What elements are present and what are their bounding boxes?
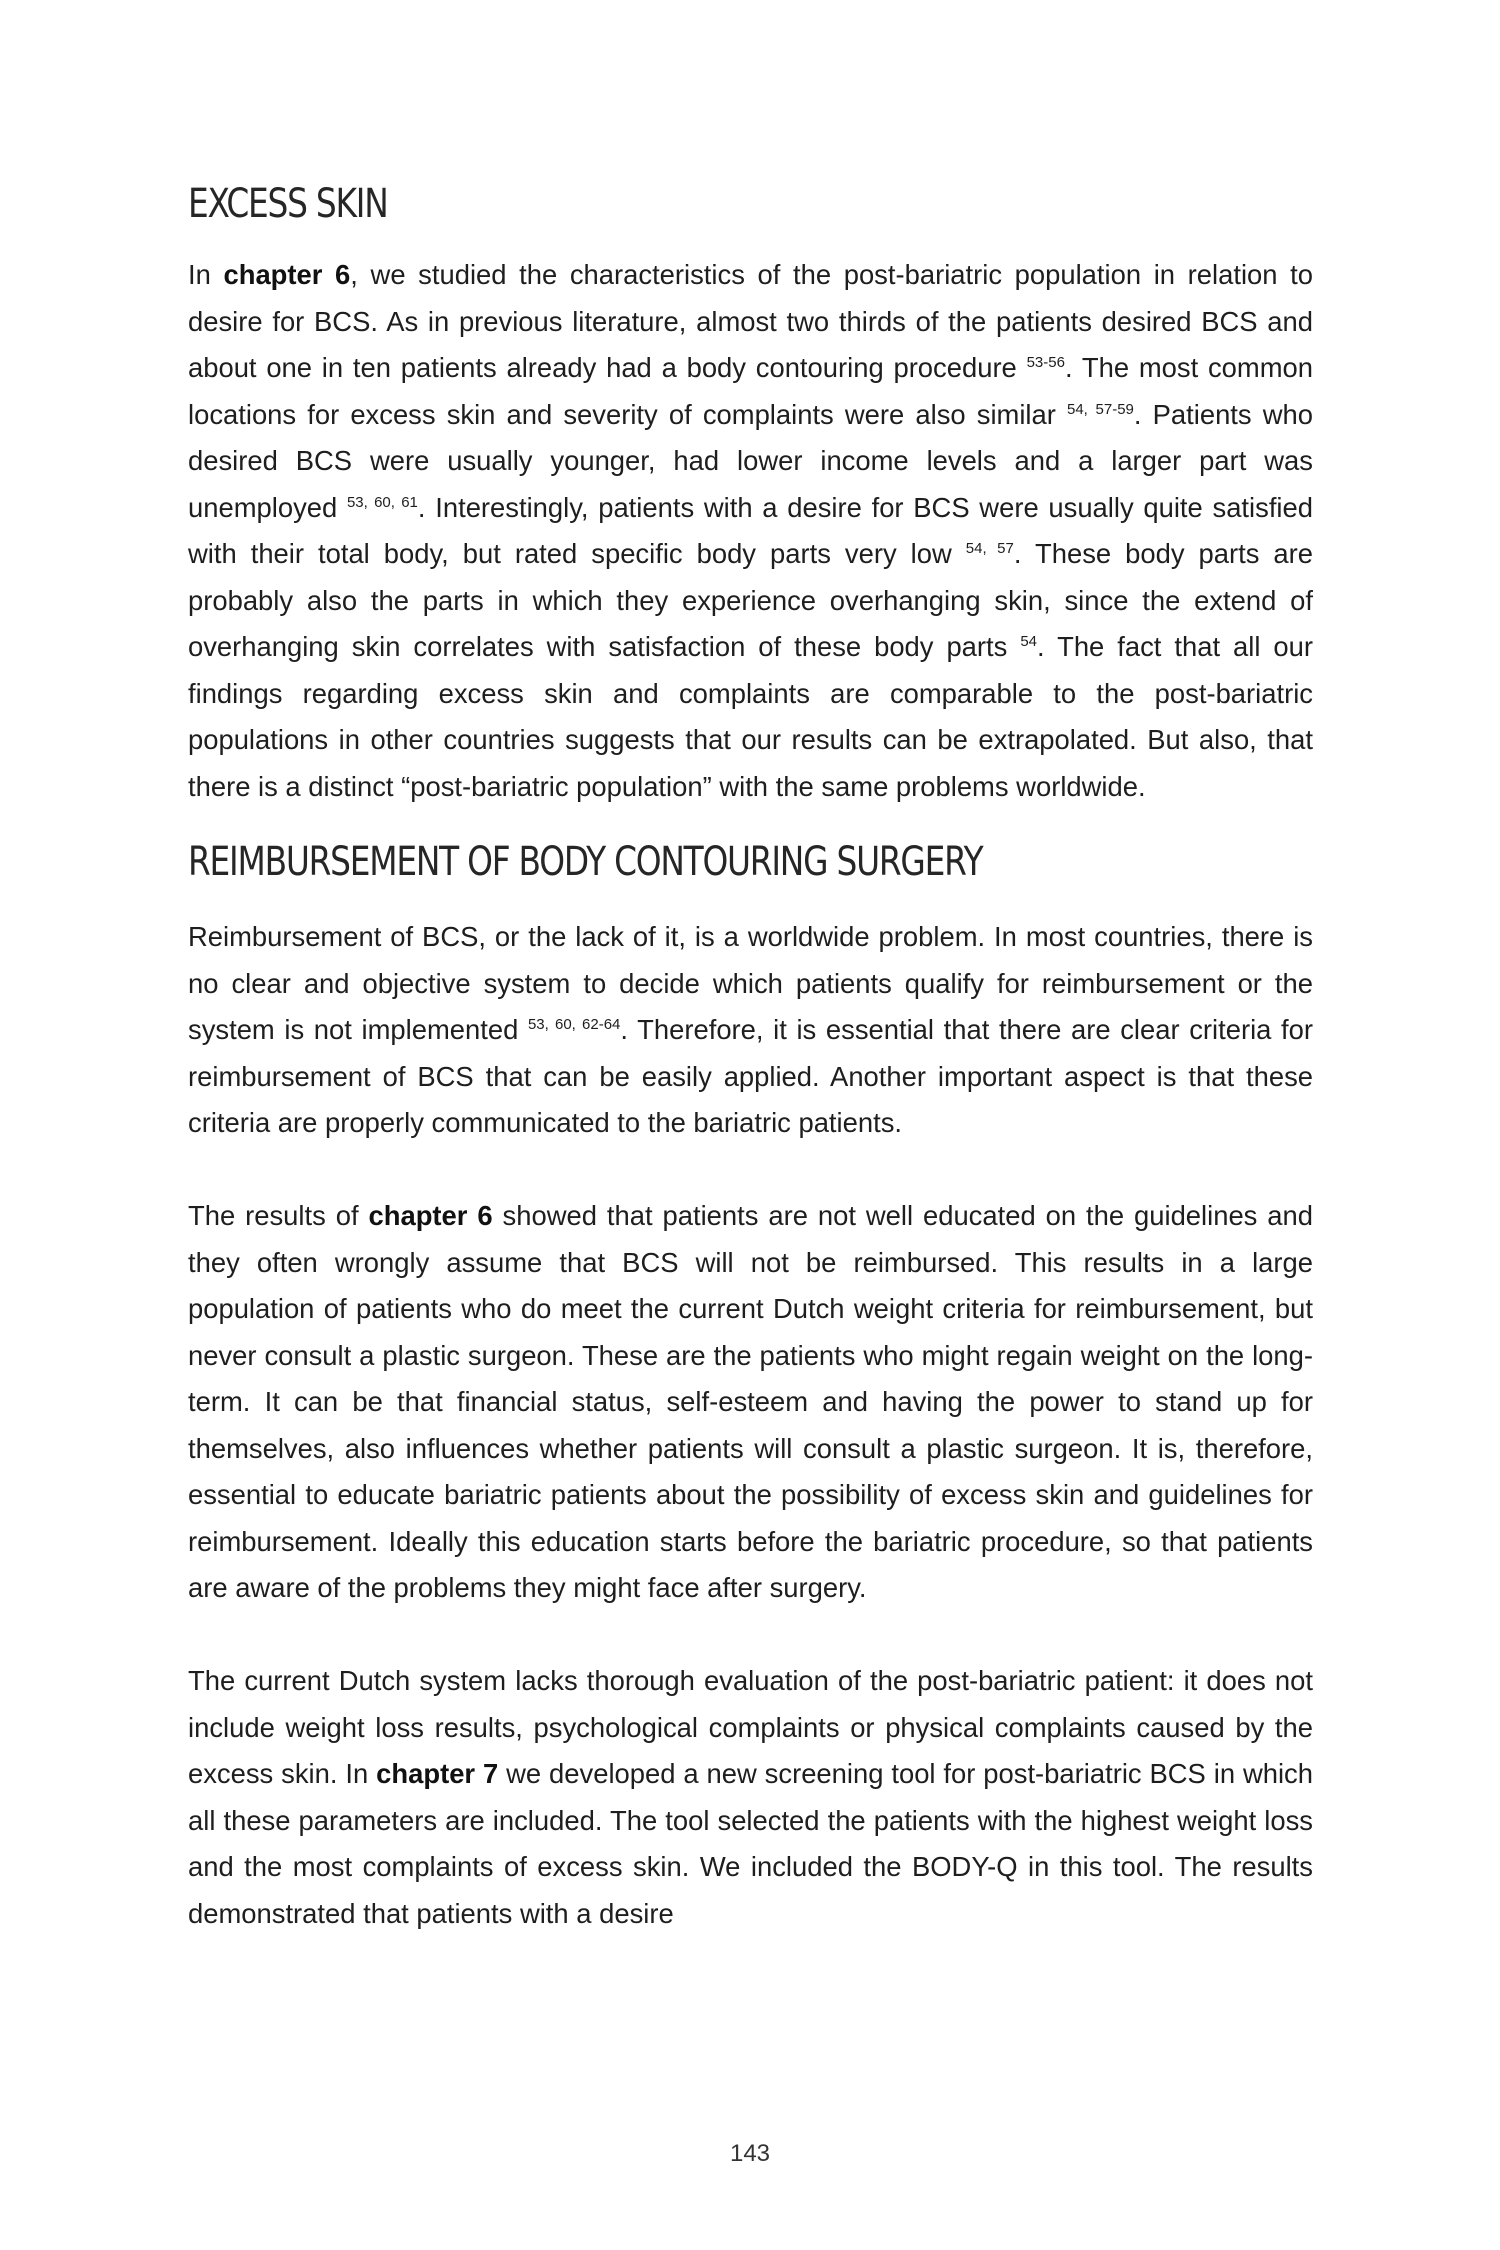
text-run: . Patients who desired BCS were usually younger, had lower income levels and a larger part was unemployed xyxy=(188,398,1313,523)
text-run: In xyxy=(188,259,224,290)
text-run: The current Dutch system lacks thorough evaluation of the post-bariatric patient: it does not include weight loss results, psychological complaints or physical complaints caused by the excess skin. In xyxy=(188,1665,1313,1789)
text-run: . Interestingly, patients with a desire for BCS were usually quite satisfied with their total body, but rated specific body parts very low xyxy=(188,491,1313,569)
text-run: . These body parts are probably also the parts in which they experience overhanging skin, since the extend of overhanging skin correlates with satisfaction of these body parts xyxy=(188,538,1314,662)
text-run: . The most common locations for excess skin and severity of complaints were also similar xyxy=(188,352,1313,430)
section-heading-excess-skin: EXCESS SKIN xyxy=(188,181,388,227)
citation-superscript: 54, 57 xyxy=(965,539,1014,557)
section-heading-reimbursement: REIMBURSEMENT OF BODY CONTOURING SURGERY xyxy=(188,839,983,885)
chapter-reference: chapter 7 xyxy=(376,1758,499,1789)
citation-superscript: 53, 60, 62-64 xyxy=(527,1015,621,1033)
citation-superscript: 54 xyxy=(1020,632,1037,650)
chapter-reference: chapter 6 xyxy=(368,1200,493,1231)
text-run: we developed a new screening tool for post-bariatric BCS in which all these parameters are included. The tool selected the patients with the highest weight loss and the most complaints of excess skin. We included the BODY-Q in this tool. The results demonstrated that patients with a desire xyxy=(188,1758,1313,1929)
text-run: . Therefore, it is essential that there are clear criteria for reimbursement of BCS that can be easily applied. Another important aspect is that these criteria are properly communicated to the bariatric patients. xyxy=(188,1014,1314,1138)
citation-superscript: 54, 57-59 xyxy=(1067,400,1134,418)
chapter-reference: chapter 6 xyxy=(223,259,351,290)
text-run: The results of xyxy=(188,1200,369,1231)
page-number: 143 xyxy=(729,2140,771,2167)
paragraph xyxy=(188,1658,1313,1937)
citation-superscript: 53, 60, 61 xyxy=(346,493,418,511)
paragraph xyxy=(188,914,1313,1147)
paragraph xyxy=(188,252,1313,810)
page-content xyxy=(188,172,1313,1937)
text-run: Reimbursement of BCS, or the lack of it, is a worldwide problem. In most countries, there is no clear and objective system to decide which patients qualify for reimbursement or the system is not implemented xyxy=(188,921,1313,1045)
citation-superscript: 53-56 xyxy=(1026,353,1065,371)
text-run: showed that patients are not well educated on the guidelines and they often wrongly assume that BCS will not be reimbursed. This results in a large population of patients who do meet the current Dutch weight criteria for reimbursement, but never consult a plastic surgeon. These are the patients who might regain weight on the long-term. It can be that financial status, self-esteem and having the power to stand up for themselves, also influences whether patients will consult a plastic surgeon. It is, therefore, essential to educate bariatric patients about the possibility of excess skin and guidelines for reimbursement. Ideally this education starts before the bariatric procedure, so that patients are aware of the problems they might face after surgery. xyxy=(188,1200,1313,1603)
paragraph xyxy=(188,1193,1313,1612)
text-run: . The fact that all our findings regarding excess skin and complaints are comparable to the post-bariatric populations in other countries suggests that our results can be extrapolated. But also, that there is a distinct “post-bariatric population” with the same problems worldwide. xyxy=(188,631,1313,802)
text-run: , we studied the characteristics of the post-bariatric population in relation to desire for BCS. As in previous literature, almost two thirds of the patients desired BCS and about one in ten patients already had a body contouring procedure xyxy=(188,259,1313,383)
